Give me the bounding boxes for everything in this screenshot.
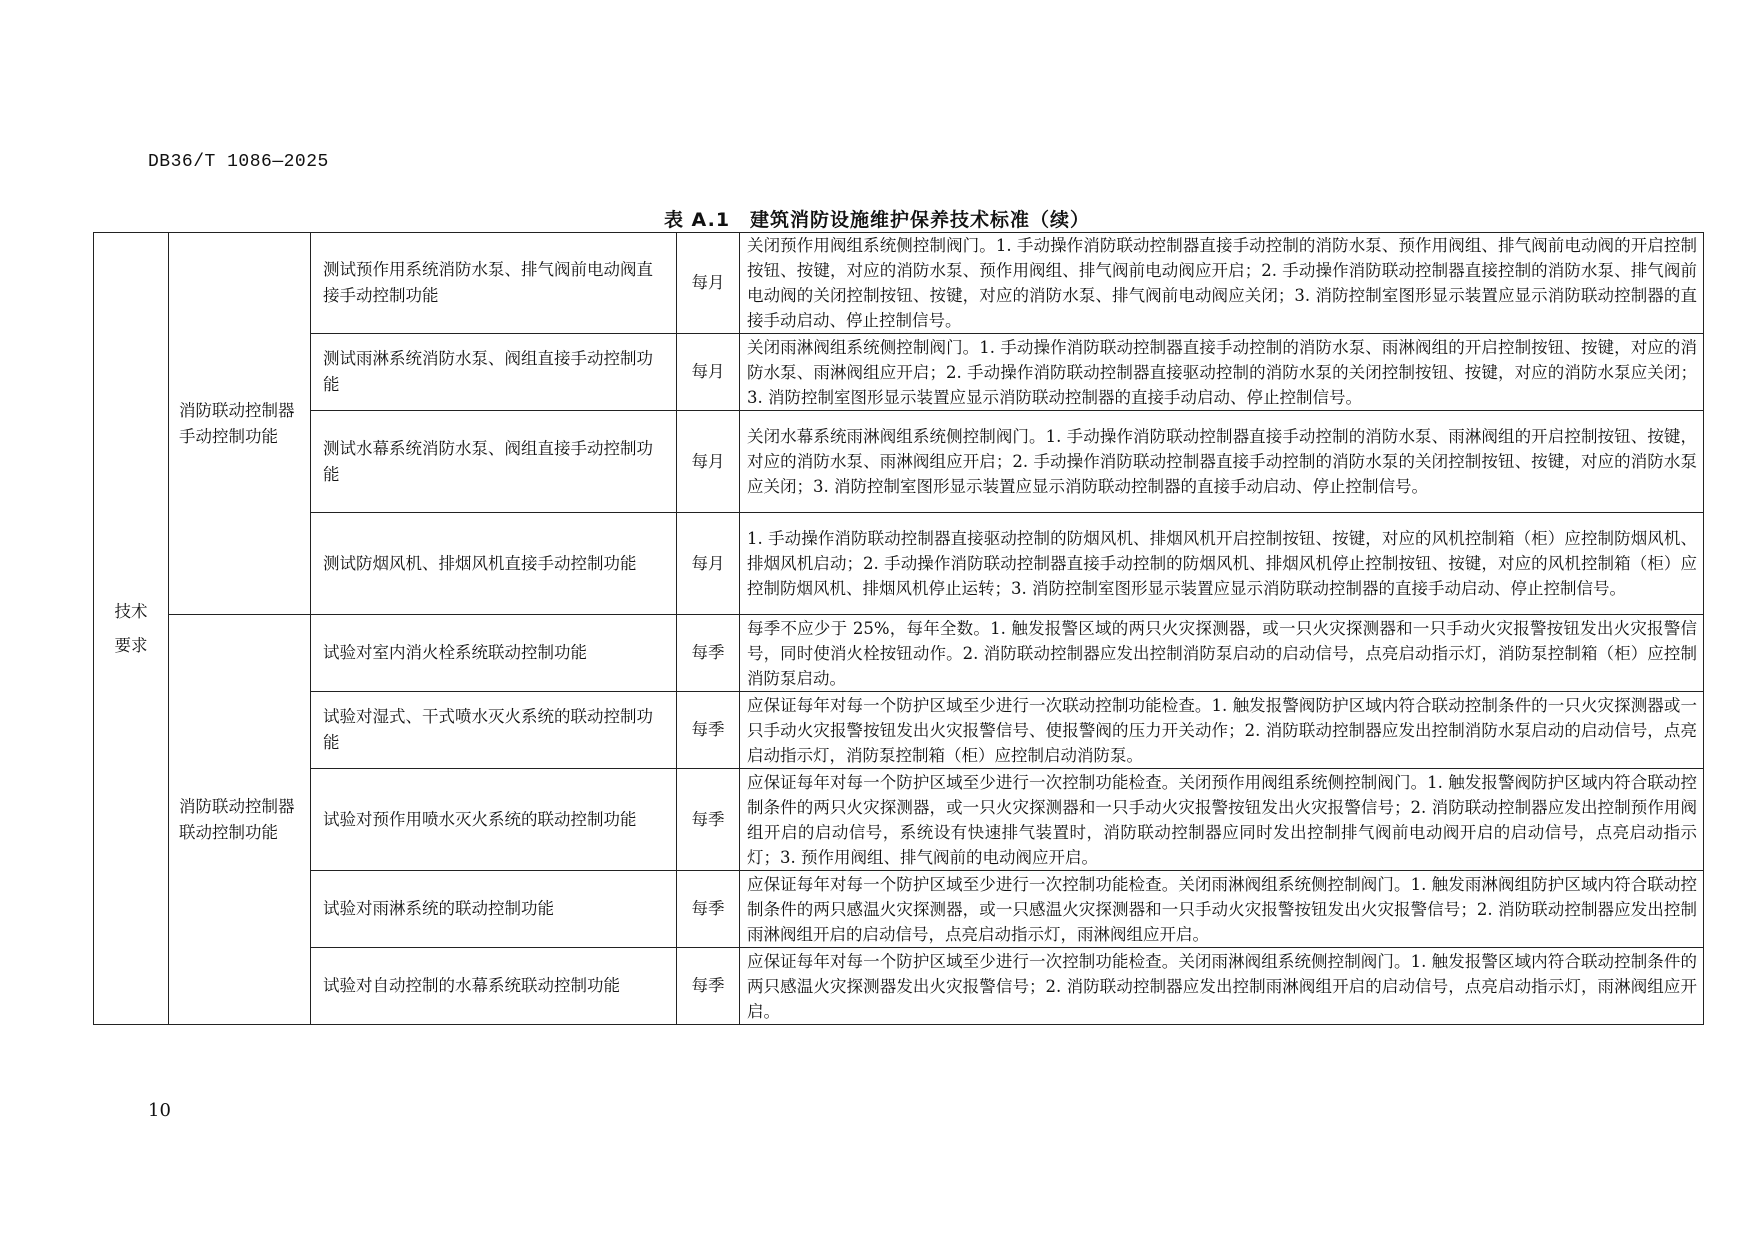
description-cell: 关闭水幕系统雨淋阀组系统侧控制阀门。1. 手动操作消防联动控制器直接手动控制的消防水泵、雨淋阀组的开启控制按钮、按键，对应的消防水泵、雨淋阀组应开启；2. 手动操作消防联动控制器直接手动控制的消防水泵的关闭控制按钮、按键，对应的消防水泵应关闭；3. 消防控制室图形显示装置应显示消防联动控制器的直接手动启动、停止控制信号。	[740, 411, 1704, 513]
description-cell: 1. 手动操作消防联动控制器直接驱动控制的防烟风机、排烟风机开启控制按钮、按键，对应的风机控制箱（柜）应控制防烟风机、排烟风机启动；2. 手动操作消防联动控制器直接手动控制的防烟风机、排烟风机停止控制按钮、按键，对应的风机控制箱（柜）应控制防烟风机、排烟风机停止运转；3. 消防控制室图形显示装置应显示消防联动控制器的直接手动启动、停止控制信号。	[740, 513, 1704, 615]
description-cell: 应保证每年对每一个防护区域至少进行一次控制功能检查。关闭预作用阀组系统侧控制阀门。1. 触发报警阀防护区域内符合联动控制条件的两只火灾探测器，或一只火灾探测器和一只手动火灾报警按钮发出火灾报警信号；2. 消防联动控制器应发出控制预作用阀组开启的启动信号，系统设有快速排气装置时，消防联动控制器应同时发出控制排气阀前电动阀开启的启动信号，点亮启动指示灯；3. 预作用阀组、排气阀前的电动阀应开启。	[740, 769, 1704, 871]
subcategory-cell: 消防联动控制器手动控制功能	[169, 233, 311, 615]
category-cell	[94, 233, 169, 1025]
table-row	[94, 233, 1704, 334]
table-title: 表 A.1 建筑消防设施维护保养技术标准（续）	[663, 209, 1091, 231]
description-cell: 关闭雨淋阀组系统侧控制阀门。1. 手动操作消防联动控制器直接手动控制的消防水泵、雨淋阀组的开启控制按钮、按键，对应的消防水泵、雨淋阀组应开启；2. 手动操作消防联动控制器直接驱动控制的消防水泵的关闭控制按钮、按键，对应的消防水泵应关闭；3. 消防控制室图形显示装置应显示消防联动控制器的直接手动启动、停止控制信号。	[740, 334, 1704, 411]
frequency-cell: 每季	[677, 692, 740, 769]
table-row	[94, 692, 1704, 769]
table-row	[94, 513, 1704, 615]
item-cell: 测试预作用系统消防水泵、排气阀前电动阀直接手动控制功能	[311, 233, 677, 334]
description-cell: 应保证每年对每一个防护区域至少进行一次联动控制功能检查。1. 触发报警阀防护区域内符合联动控制条件的一只火灾探测器或一只手动火灾报警按钮发出火灾报警信号、使报警阀的压力开关动作；2. 消防联动控制器应发出控制消防水泵启动的启动信号，点亮启动指示灯，消防泵控制箱（柜）应控制启动消防泵。	[740, 692, 1704, 769]
frequency-cell: 每月	[677, 411, 740, 513]
table-row	[94, 769, 1704, 871]
page-number: 10	[148, 1100, 171, 1121]
item-cell: 试验对预作用喷水灭火系统的联动控制功能	[311, 769, 677, 871]
description-cell: 关闭预作用阀组系统侧控制阀门。1. 手动操作消防联动控制器直接手动控制的消防水泵、预作用阀组、排气阀前电动阀的开启控制按钮、按键，对应的消防水泵、预作用阀组、排气阀前电动阀应开启；2. 手动操作消防联动控制器直接控制的消防水泵、排气阀前电动阀的关闭控制按钮、按键，对应的消防水泵、排气阀前电动阀应关闭；3. 消防控制室图形显示装置应显示消防联动控制器的直接手动启动、停止控制信号。	[740, 233, 1704, 334]
table-row	[94, 334, 1704, 411]
item-cell: 试验对自动控制的水幕系统联动控制功能	[311, 948, 677, 1025]
item-cell: 试验对湿式、干式喷水灭火系统的联动控制功能	[311, 692, 677, 769]
description-cell: 每季不应少于 25%，每年全数。1. 触发报警区域的两只火灾探测器，或一只火灾探测器和一只手动火灾报警按钮发出火灾报警信号，同时使消火栓按钮动作。2. 消防联动控制器应发出控制消防泵启动的启动信号，点亮启动指示灯，消防泵控制箱（柜）应控制消防泵启动。	[740, 615, 1704, 692]
document-code: DB36/T 1086—2025	[148, 152, 329, 172]
item-cell: 试验对雨淋系统的联动控制功能	[311, 871, 677, 948]
frequency-cell: 每季	[677, 948, 740, 1025]
maintenance-standard-table	[93, 232, 1704, 1025]
table-row	[94, 411, 1704, 513]
table-row	[94, 871, 1704, 948]
category-label: 技术要求	[114, 601, 148, 655]
frequency-cell: 每月	[677, 233, 740, 334]
table-row	[94, 615, 1704, 692]
item-cell: 测试水幕系统消防水泵、阀组直接手动控制功能	[311, 411, 677, 513]
subcategory-cell: 消防联动控制器联动控制功能	[169, 615, 311, 1025]
frequency-cell: 每月	[677, 334, 740, 411]
table-row	[94, 948, 1704, 1025]
frequency-cell: 每季	[677, 871, 740, 948]
item-cell: 测试雨淋系统消防水泵、阀组直接手动控制功能	[311, 334, 677, 411]
item-cell: 试验对室内消火栓系统联动控制功能	[311, 615, 677, 692]
frequency-cell: 每季	[677, 769, 740, 871]
description-cell: 应保证每年对每一个防护区域至少进行一次控制功能检查。关闭雨淋阀组系统侧控制阀门。1. 触发报警区域内符合联动控制条件的两只感温火灾探测器发出火灾报警信号；2. 消防联动控制器应发出控制雨淋阀组开启的启动信号，点亮启动指示灯，雨淋阀组应开启。	[740, 948, 1704, 1025]
item-cell: 测试防烟风机、排烟风机直接手动控制功能	[311, 513, 677, 615]
frequency-cell: 每季	[677, 615, 740, 692]
description-cell: 应保证每年对每一个防护区域至少进行一次控制功能检查。关闭雨淋阀组系统侧控制阀门。1. 触发雨淋阀组防护区域内符合联动控制条件的两只感温火灾探测器，或一只感温火灾探测器和一只手动火灾报警按钮发出火灾报警信号；2. 消防联动控制器应发出控制雨淋阀组开启的启动信号，点亮启动指示灯，雨淋阀组应开启。	[740, 871, 1704, 948]
frequency-cell: 每月	[677, 513, 740, 615]
